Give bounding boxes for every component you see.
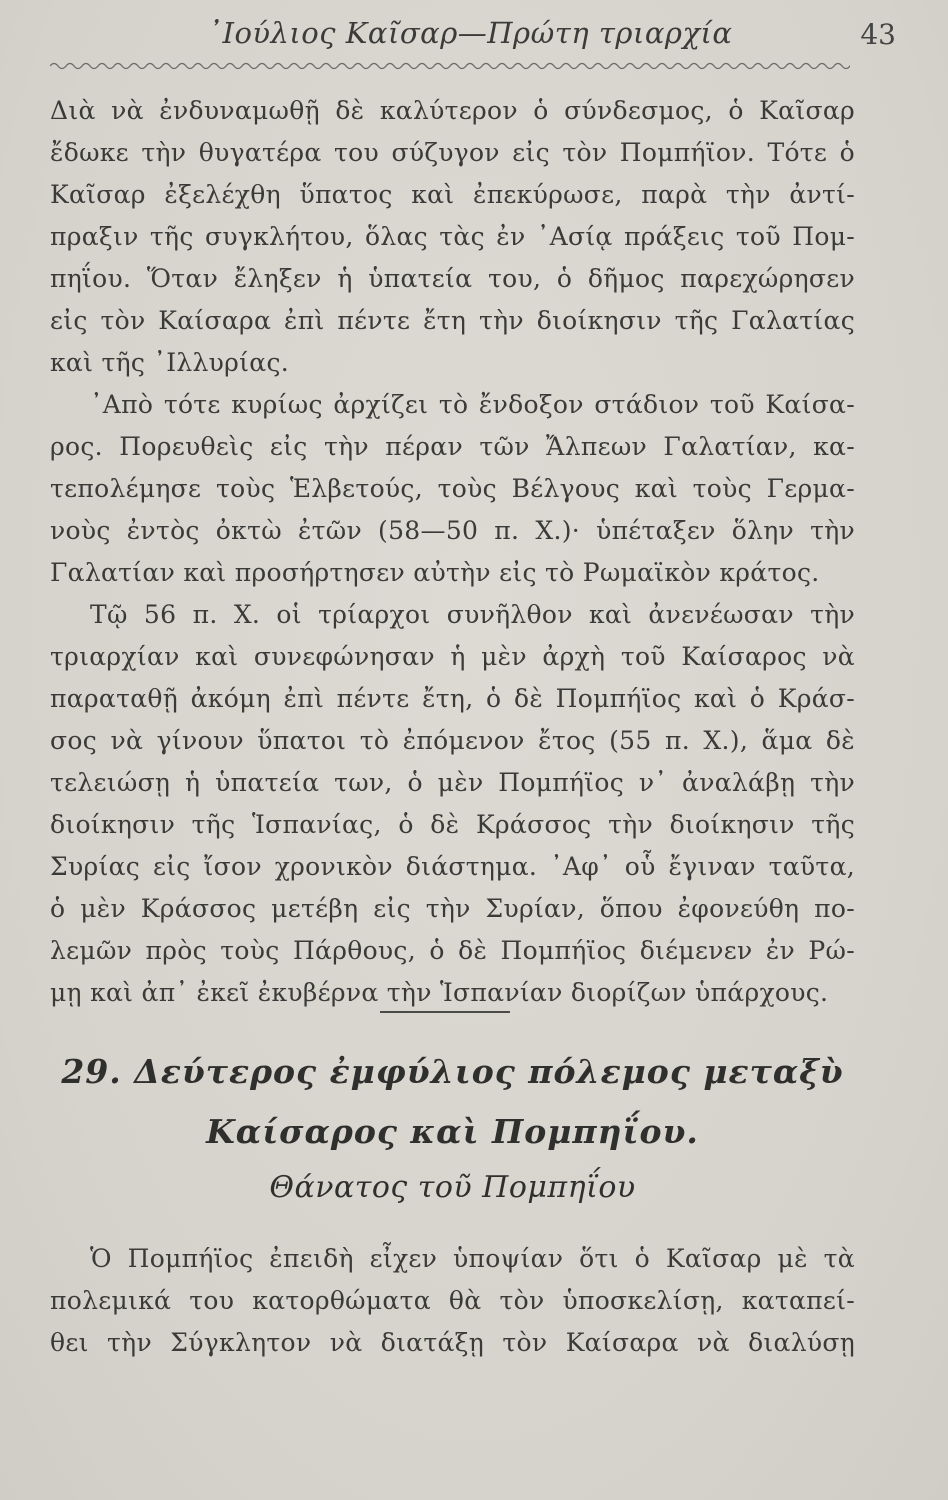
running-head xyxy=(40,10,900,58)
text-line: σος νὰ γίνουν ὕπατοι τὸ ἐπόμενον ἔτος (55 π. Χ.), ἅμα δὲ xyxy=(50,726,855,755)
text-line: ρος. Πορευθεὶς εἰς τὴν πέραν τῶν Ἄλπεων Γαλατίαν, κα- xyxy=(50,432,855,461)
text-line: τελειώσῃ ἡ ὑπατεία των, ὁ μὲν Πομπήϊος ν᾿ ἀναλάβῃ τὴν xyxy=(50,768,855,797)
wavy-header-rule xyxy=(50,60,850,72)
text-line: διοίκησιν τῆς Ἱσπανίας, ὁ δὲ Κράσσος τὴν διοίκησιν τῆς xyxy=(50,810,855,839)
section-title-line-1: Δεύτερος ἐμφύλιος πόλεμος μεταξὺ xyxy=(134,1052,844,1091)
text-line: Συρίας εἰς ἴσον χρονικὸν διάστημα. ᾿Αφ᾿ οὗ ἔγιναν ταῦτα, xyxy=(50,852,855,881)
paragraph-3 xyxy=(50,594,855,1014)
text-line: πραξιν τῆς συγκλήτου, ὅλας τὰς ἐν ᾿Ασίᾳ πράξεις τοῦ Πομ- xyxy=(50,222,855,251)
text-line: θει τὴν Σύγκλητον νὰ διατάξῃ τὸν Καίσαρα νὰ διαλύσῃ xyxy=(50,1328,855,1357)
text-line: Τῷ 56 π. Χ. οἱ τρίαρχοι συνῆλθον καὶ ἀνενέωσαν τὴν xyxy=(90,600,855,629)
text-line: ὁ μὲν Κράσσος μετέβη εἰς τὴν Συρίαν, ὅπου ἐφονεύθη πο- xyxy=(50,894,855,923)
section-heading-line-1 xyxy=(50,1052,855,1091)
text-line: πολεμικά του κατορθώματα θὰ τὸν ὑποσκελίσῃ, καταπεί- xyxy=(50,1286,855,1315)
running-title: ᾿Ιούλιος Καῖσαρ—Πρώτη τριαρχία xyxy=(207,16,733,50)
text-line: καὶ τῆς ᾿Ιλλυρίας. xyxy=(50,348,290,377)
text-line: Γαλατίαν καὶ προσήρτησεν αὐτὴν εἰς τὸ Ρωμαϊκὸν κράτος. xyxy=(50,558,820,587)
text-line: μῃ καὶ ἀπ᾿ ἐκεῖ ἐκυβέρνα τὴν Ἱσπανίαν διορίζων ὑπάρχους. xyxy=(50,978,829,1007)
paragraph-1 xyxy=(50,90,855,384)
paragraph-2 xyxy=(50,384,855,594)
section-subtitle: Θάνατος τοῦ Πομπηΐου xyxy=(269,1170,636,1205)
body-text xyxy=(50,90,855,1014)
text-line: τριαρχίαν καὶ συνεφώνησαν ἡ μὲν ἀρχὴ τοῦ Καίσαρος νὰ xyxy=(50,642,855,671)
text-line: Ὁ Πομπήϊος ἐπειδὴ εἶχεν ὑποψίαν ὅτι ὁ Καῖσαρ μὲ τὰ xyxy=(90,1244,855,1273)
text-line: Διὰ νὰ ἐνδυναμωθῇ δὲ καλύτερον ὁ σύνδεσμος, ὁ Καῖσαρ xyxy=(50,96,855,125)
text-line: ᾿Απὸ τότε κυρίως ἀρχίζει τὸ ἔνδοξον στάδιον τοῦ Καίσα- xyxy=(90,390,855,419)
text-line: νοὺς ἐντὸς ὀκτὼ ἐτῶν (58—50 π. Χ.)· ὑπέταξεν ὅλην τὴν xyxy=(50,516,855,545)
page-number: 43 xyxy=(860,18,896,51)
text-line: πηΐου. Ὅταν ἔληξεν ἡ ὑπατεία του, ὁ δῆμος παρεχώρησεν xyxy=(50,264,855,293)
text-line: τεπολέμησε τοὺς Ἑλβετούς, τοὺς Βέλγους καὶ τοὺς Γερμα- xyxy=(50,474,855,503)
text-line: λεμῶν πρὸς τοὺς Πάρθους, ὁ δὲ Πομπήϊος διέμενεν ἐν Ρώ- xyxy=(50,936,855,965)
text-line: ἔδωκε τὴν θυγατέρα του σύζυγον εἰς τὸν Πομπήϊον. Τότε ὁ xyxy=(50,138,855,167)
section-divider xyxy=(380,1011,510,1013)
text-line: εἰς τὸν Καίσαρα ἐπὶ πέντε ἔτη τὴν διοίκησιν τῆς Γαλατίας xyxy=(50,306,855,335)
text-line: παραταθῇ ἀκόμη ἐπὶ πέντε ἔτη, ὁ δὲ Πομπήϊος καὶ ὁ Κράσ- xyxy=(50,684,855,713)
section-number: 29. xyxy=(61,1052,122,1091)
text-line: Καῖσαρ ἐξελέχθη ὕπατος καὶ ἐπεκύρωσε, παρὰ τὴν ἀντί- xyxy=(50,180,855,209)
section-paragraph xyxy=(50,1238,855,1364)
section-title-line-2: Καίσαρος καὶ Πομπηΐου. xyxy=(206,1112,699,1151)
